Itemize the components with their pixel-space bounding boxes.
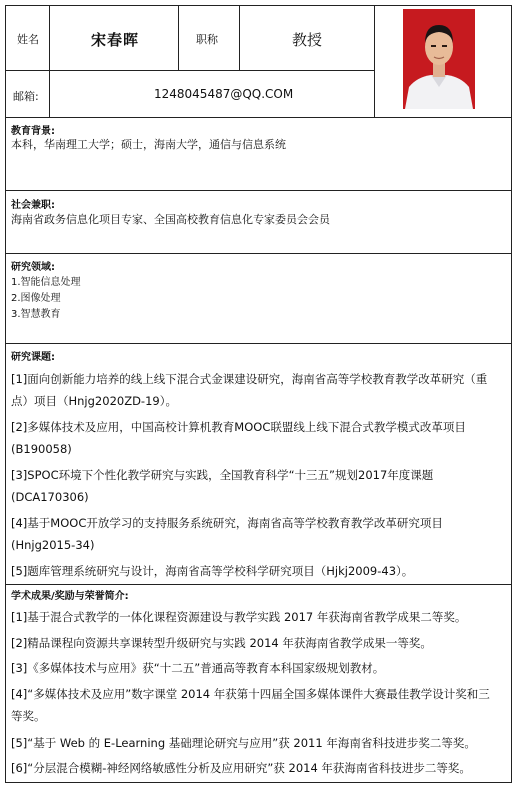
border-top bbox=[5, 5, 512, 6]
name-label: 姓名 bbox=[17, 33, 39, 46]
divider-fields bbox=[5, 343, 512, 344]
portrait-svg bbox=[403, 9, 475, 109]
award-item: [6]“分层混合模糊-神经网络敏感性分析及应用研究”获 2014 年获海南省科技进步二等奖。 bbox=[11, 761, 471, 775]
header-row-divider bbox=[5, 70, 374, 71]
border-bottom bbox=[5, 782, 512, 783]
title-value: 教授 bbox=[292, 31, 323, 49]
education-text: 本科，华南理工大学；硕士，海南大学，通信与信息系统 bbox=[11, 138, 286, 151]
project-item: [5]题库管理系统研究与设计，海南省高等学校科学研究项目（Hjkj2009-43）。 bbox=[11, 564, 414, 578]
border-right bbox=[511, 5, 512, 783]
projects-heading: 研究课题: bbox=[11, 352, 55, 363]
title-label: 职称 bbox=[196, 33, 218, 46]
education-heading: 教育背景: bbox=[11, 126, 55, 137]
divider-projects bbox=[5, 584, 512, 585]
name-value: 宋春晖 bbox=[91, 31, 140, 49]
social-heading: 社会兼职: bbox=[11, 200, 55, 211]
award-item: [3]《多媒体技术与应用》获“十二五”普通高等教育本科国家级规划教材。 bbox=[11, 661, 385, 675]
awards-heading: 学术成果/奖励与荣誉简介: bbox=[11, 591, 129, 602]
award-item: [5]“基于 Web 的 E-Learning 基础理论研究与应用”获 2011 年海南省科技进步奖二等奖。 bbox=[11, 736, 476, 750]
research-field-item: 2.图像处理 bbox=[11, 293, 61, 304]
research-field-item: 1.智能信息处理 bbox=[11, 277, 81, 288]
research-field-item: 3.智慧教育 bbox=[11, 309, 61, 320]
header-col-3 bbox=[239, 5, 240, 71]
border-left bbox=[5, 5, 6, 783]
header-bottom-line bbox=[5, 117, 512, 118]
award-item: [2]精品课程向资源共享课转型升级研究与实践 2014 年获海南省教学成果一等奖。 bbox=[11, 636, 432, 650]
project-item: [3]SPOC环境下个性化教学研究与实践，全国教育科学“十三五”规划2017年度课题(DCA170306) bbox=[11, 468, 434, 504]
divider-education bbox=[5, 190, 512, 191]
header-col-1 bbox=[49, 5, 50, 118]
research-fields-heading: 研究领域: bbox=[11, 262, 55, 273]
divider-social bbox=[5, 253, 512, 254]
header-col-2 bbox=[178, 5, 179, 71]
header-col-4 bbox=[374, 5, 375, 118]
person-portrait-photo-icon bbox=[403, 9, 475, 109]
email-value: 1248045487@QQ.COM bbox=[154, 87, 294, 101]
award-item: [1]基于混合式教学的一体化课程资源建设与教学实践 2017 年获海南省教学成果二等奖。 bbox=[11, 610, 467, 624]
award-item: [4]“多媒体技术及应用”数字课堂 2014 年获第十四届全国多媒体课件大赛最佳教学设计奖和三等奖。 bbox=[11, 687, 490, 723]
project-item: [1]面向创新能力培养的线上线下混合式金课建设研究，海南省高等学校教育教学改革研究（重点）项目（Hnjg2020ZD-19）。 bbox=[11, 372, 488, 408]
project-item: [2]多媒体技术及应用，中国高校计算机教育MOOC联盟线上线下混合式教学模式改革项目(B190058) bbox=[11, 420, 466, 456]
project-item: [4]基于MOOC开放学习的支持服务系统研究，海南省高等学校教育教学改革研究项目(Hnjg2015-34) bbox=[11, 516, 443, 552]
email-label: 邮箱: bbox=[13, 90, 39, 103]
social-text: 海南省政务信息化项目专家、全国高校教育信息化专家委员会会员 bbox=[11, 213, 330, 226]
